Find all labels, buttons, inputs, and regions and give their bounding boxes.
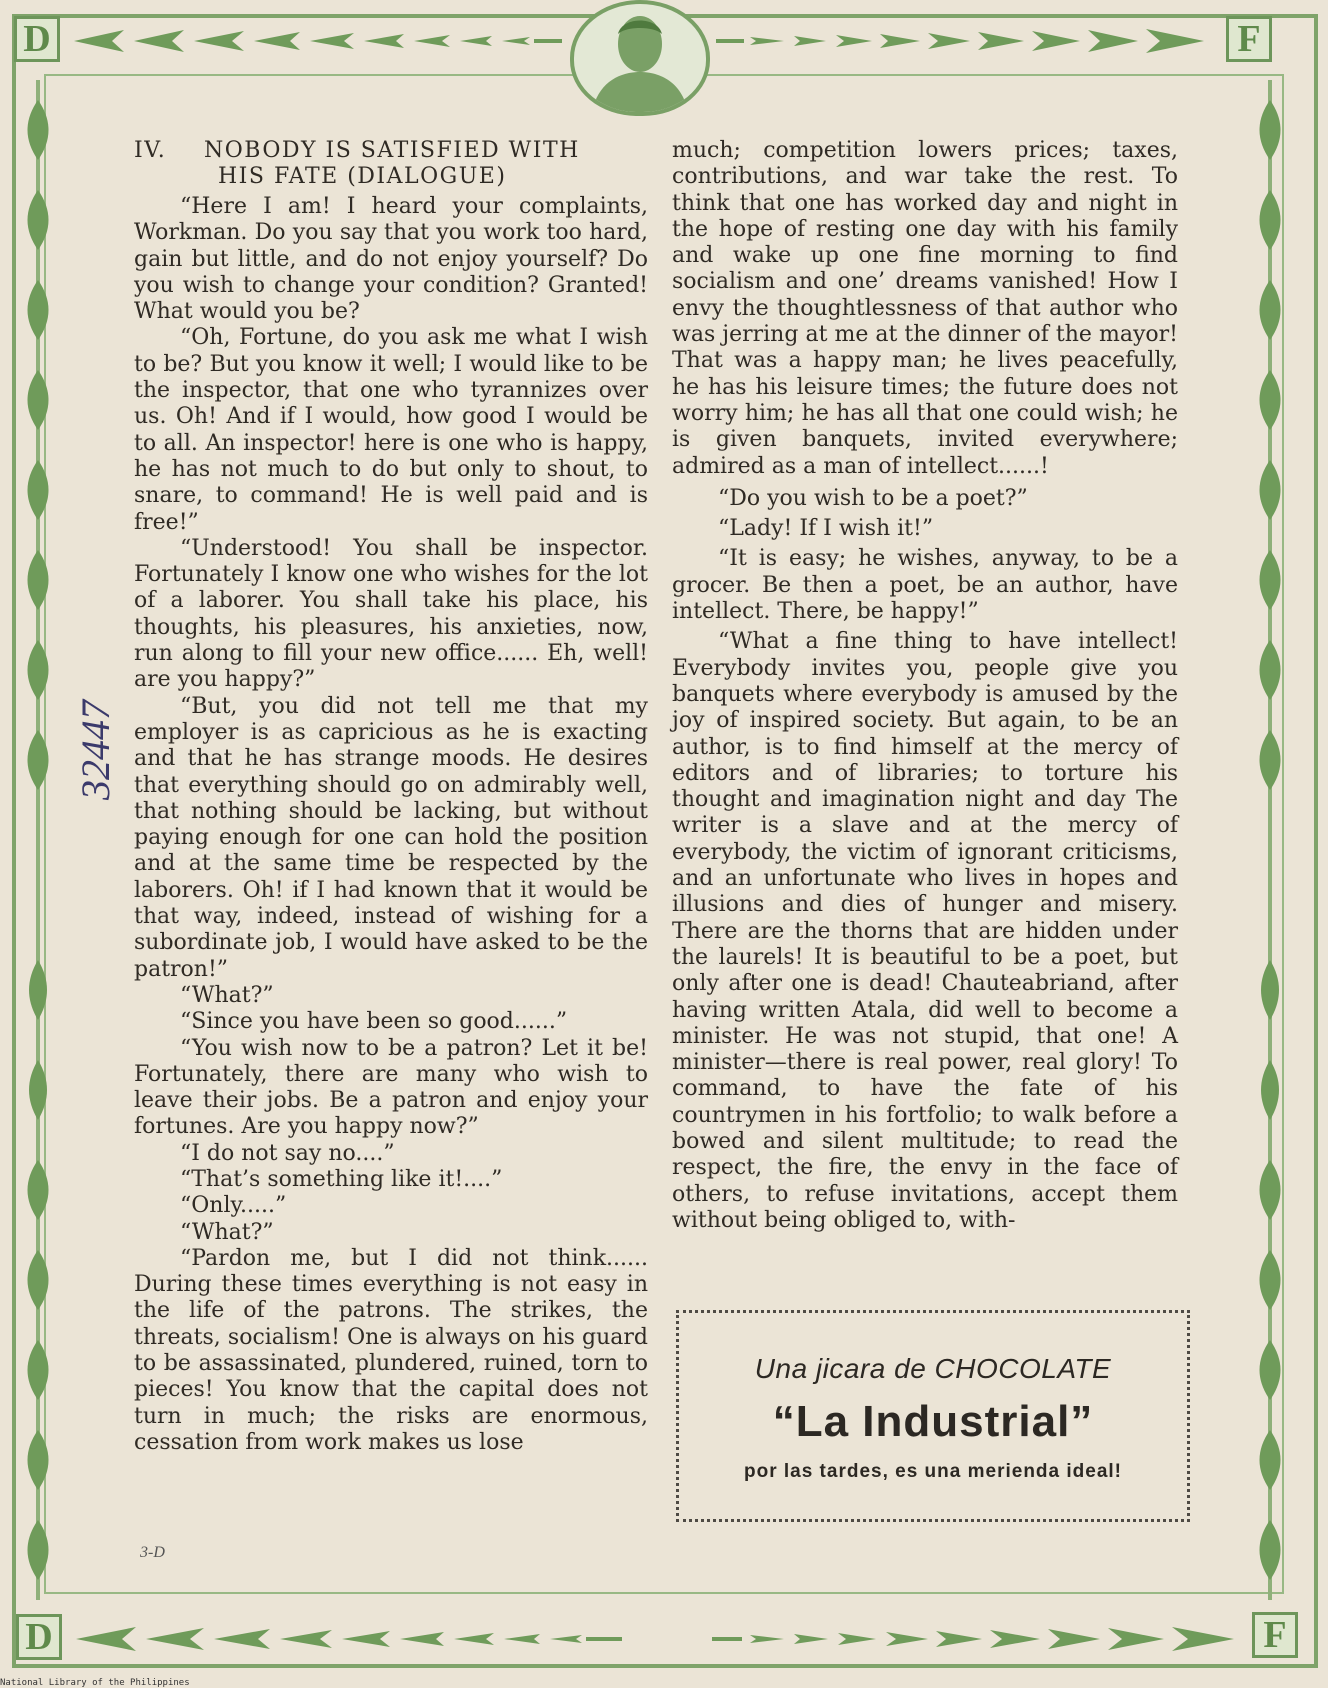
corner-letter-bottom-right: F — [1252, 1612, 1298, 1658]
leaf-garland-top-right-icon — [714, 26, 1222, 56]
handwritten-accession-number: 32447 — [73, 700, 118, 800]
paragraph: “Since you have been so good......” — [180, 1009, 568, 1035]
paragraph: “Do you wish to be a poet?” — [718, 485, 1028, 511]
paragraph: “What a fine thing to have intellect! Everybody invites you, people give you banquets where everybody is amused by the joy of inspired society. But again, to be an author, is to find himself at the mercy of editors and of libraries; to torture his thought and imagination night and day The writer is a slave and at the mercy of everybody, the victim of ignorant criticisms, and an unfortunate who lives in hopes and illusions and dies of hunger and misery. There are the thorns that are hidden under the laurels! It is beautiful to be a poet, but only after one is dead! Chauteabriand, after having written Atala, did well to become a minister. He was not stupid, that one! A minister—there is real power, real glory! To command, to have the fate of his countrymen in his fortfolio; to walk before a bowed and silent multitude; to read the respect, the fire, the envy in the face of others, to refuse invitations, accept them without being obliged to, with- — [672, 629, 1178, 1233]
page-folio: 3-D — [140, 1544, 165, 1561]
paragraph: “I do not say no....” — [180, 1140, 395, 1166]
ad-brand-name: “La Industrial” — [772, 1397, 1094, 1446]
paragraph: “Lady! If I wish it!” — [718, 516, 934, 542]
leaf-garland-bottom-right-icon — [710, 1624, 1246, 1654]
article-heading-number: IV. — [134, 138, 167, 163]
paragraph: much; competition lowers prices; taxes, contributions, and war take the rest. To think that one has worked day and night in the hope of resting one day with his family and wake up one fine morning to find socialism and one’ dreams vanished! How I envy the thoughtlessness of that author who was jerring at me at the dinner of the mayor! That was a happy man; he lives peacefully, he has his leisure times; the future does not worry him; he has all that one could wish; he is given banquets, invited everywhere; admired as a man of intellect......! — [672, 138, 1178, 479]
paragraph: “What?” — [180, 1219, 274, 1245]
ad-line-1: Una jicara de CHOCOLATE — [754, 1353, 1112, 1384]
paragraph: “But, you did not tell me that my employer is as capricious as he is exacting and that he has strange moods. He desires that everything should go on admirably well, that nothing should be lacking, but without paying enough for one can hold the position and at the same time be respected by the laborers. Oh! if I had known that it would be that way, indeed, instead of wishing for a subordinate job, I would have asked to be the patron!” — [134, 693, 648, 982]
paragraph: “It is easy; he wishes, anyway, to be a grocer. Be then a poet, be an author, have intellect. There, be happy!” — [672, 546, 1178, 625]
portrait-medallion-icon — [570, 0, 710, 116]
article-left-column — [134, 138, 648, 1456]
paragraph: “Here I am! I heard your complaints, Workman. Do you say that you work too hard, gain but little, and do not enjoy yourself? Do you wish to change your condition? Granted! What would you be? — [134, 194, 648, 325]
paragraph: “What?” — [180, 982, 274, 1008]
paragraph: “Oh, Fortune, do you ask me what I wish to be? But you know it well; I would like to be the inspector, that one who tyrannizes over us. Oh! And if I would, how good I would be to all. An inspector! here is one who is happy, he has not much to do but only to shout, to snare, to command! He is well paid and is free!” — [134, 325, 648, 535]
paragraph: “That’s something like it!....” — [180, 1166, 503, 1192]
article-heading — [134, 138, 648, 190]
ad-tagline: por las tardes, es una merienda ideal! — [743, 1461, 1122, 1482]
corner-letter-bottom-left: D — [16, 1614, 62, 1660]
chocolate-advertisement — [676, 1310, 1190, 1522]
paragraph: “Only.....” — [180, 1193, 287, 1219]
article-heading-line1: NOBODY IS SATISFIED WITH — [204, 138, 580, 163]
leaf-garland-bottom-left-icon — [66, 1624, 626, 1654]
library-credit: National Library of the Philippines — [0, 1678, 190, 1688]
leaf-garland-top-left-icon — [64, 26, 564, 56]
article-right-column — [672, 138, 1178, 1234]
paragraph: “Pardon me, but I did not think...... During these times everything is not easy in the life of the patrons. The strikes, the threats, socialism! One is always on his guard to be assassinated, plundered, ruined, torn to pieces! You know that the capital does not turn in much; the risks are enormous, cessation from work makes us lose — [134, 1245, 648, 1455]
corner-letter-top-right: F — [1226, 16, 1272, 62]
paragraph: “You wish now to be a patron? Let it be! Fortunately, there are many who wish to leave their jobs. Be a patron and enjoy your fortunes. Are you happy now?” — [134, 1035, 648, 1140]
corner-letter-top-left: D — [14, 16, 60, 62]
article-heading-line2: HIS FATE (DIALOGUE) — [218, 164, 507, 189]
leaf-vine-left-icon — [18, 80, 58, 1600]
paragraph: “Understood! You shall be inspector. Fortunately I know one who wishes for the lot of a laborer. You shall take his place, his thoughts, his pleasures, his anxieties, now, run along to fill your new office...... Eh, well! are you happy?” — [134, 535, 648, 693]
leaf-vine-right-icon — [1250, 80, 1290, 1600]
